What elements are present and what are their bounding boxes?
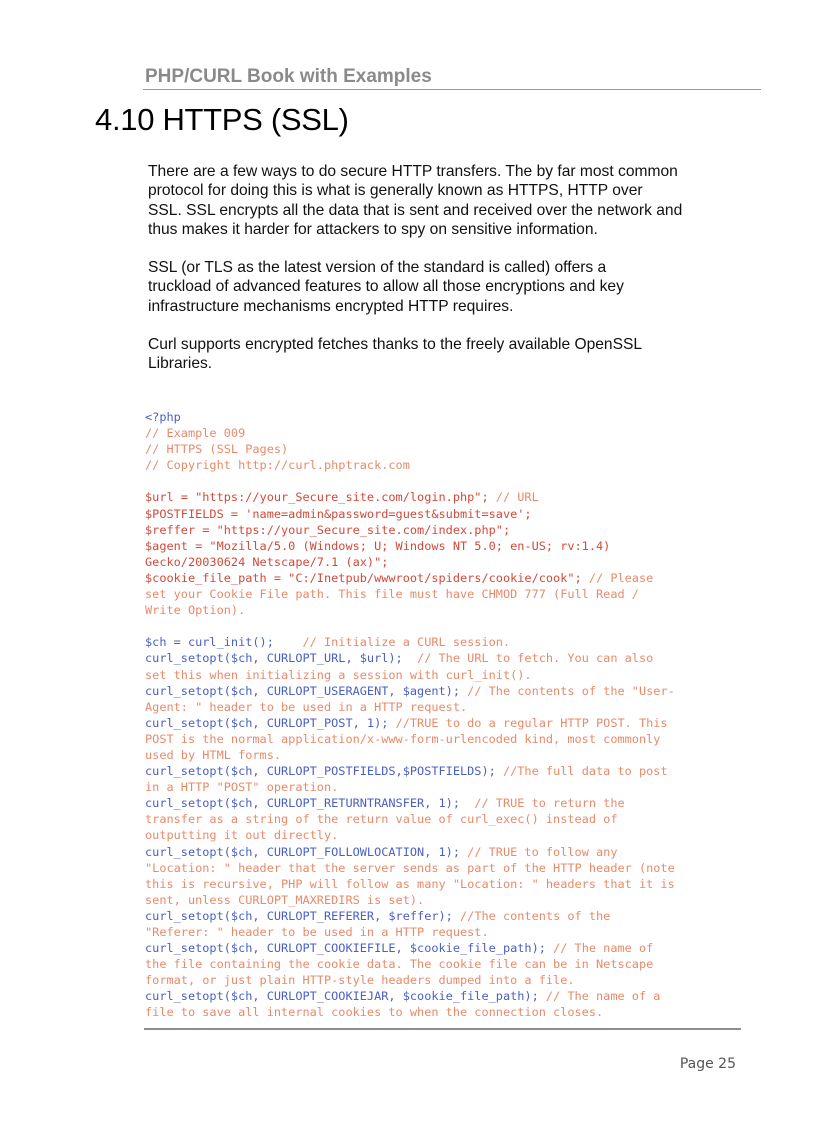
page-number: Page 25 bbox=[679, 1056, 736, 1072]
code-comment: // The name of a bbox=[545, 989, 661, 1004]
code-line bbox=[145, 683, 745, 699]
code-comment: Agent: " header to be used in a HTTP request. bbox=[145, 699, 468, 714]
code-comment: set your Cookie File path. This file must have CHMOD 777 (Full Read / bbox=[145, 587, 639, 602]
paragraph-line: Libraries. bbox=[148, 355, 213, 373]
code-comment: transfer as a string of the return value of curl_exec() instead of bbox=[145, 812, 618, 827]
code-line bbox=[145, 634, 745, 650]
paragraph-line: SSL (or TLS as the latest version of the standard is called) offers a bbox=[148, 259, 607, 277]
code-comment: // The URL to fetch. You can also bbox=[417, 651, 654, 666]
code-comment: set this when initializing a session with curl_init(). bbox=[145, 667, 532, 682]
section-heading: 4.10 HTTPS (SSL) bbox=[95, 102, 349, 137]
code-code: curl_setopt($ch, CURLOPT_POSTFIELDS,$POSTFIELDS); bbox=[145, 764, 503, 779]
code-line bbox=[145, 425, 745, 441]
code-line bbox=[145, 908, 745, 924]
code-comment: used by HTML forms. bbox=[145, 747, 282, 762]
paragraph-line: truckload of advanced features to allow all those encryptions and key bbox=[148, 278, 624, 296]
code-code: curl_setopt($ch, CURLOPT_USERAGENT, $agent); bbox=[145, 683, 468, 698]
code-comment: format, or just plain HTTP-style headers dumped into a file. bbox=[145, 973, 575, 988]
code-comment: // Initialize a CURL session. bbox=[302, 635, 511, 650]
code-line bbox=[145, 860, 745, 876]
code-line bbox=[145, 844, 745, 860]
code-line bbox=[145, 779, 745, 795]
code-comment: // TRUE to return the bbox=[474, 796, 625, 811]
code-comment: // URL bbox=[495, 490, 539, 505]
code-string: $POSTFIELDS = 'name=admin&password=guest&submit=save'; bbox=[145, 506, 532, 521]
paragraph bbox=[148, 258, 728, 316]
code-line bbox=[145, 924, 745, 940]
code-line bbox=[145, 956, 745, 972]
code-line bbox=[145, 795, 745, 811]
code-code: curl_setopt($ch, CURLOPT_URL, $url); bbox=[145, 651, 418, 666]
code-comment: // The name of bbox=[553, 941, 654, 956]
header-divider bbox=[143, 89, 761, 90]
code-line bbox=[145, 441, 745, 457]
code-comment: // The contents of the "User- bbox=[467, 683, 675, 698]
code-code: curl_setopt($ch, CURLOPT_POST, 1); bbox=[145, 715, 396, 730]
running-header bbox=[145, 66, 761, 88]
paragraph bbox=[148, 335, 728, 374]
body-text bbox=[148, 162, 728, 393]
code-line bbox=[145, 570, 745, 586]
code-comment: // HTTPS (SSL Pages) bbox=[145, 442, 289, 457]
code-line bbox=[145, 650, 745, 666]
code-line bbox=[145, 522, 745, 538]
paragraph-line: infrastructure mechanisms encrypted HTTP requires. bbox=[148, 297, 514, 315]
paragraph-line: thus makes it harder for attackers to spy on sensitive information. bbox=[148, 220, 598, 238]
code-line bbox=[145, 586, 745, 602]
code-comment: // Copyright http://curl.phptrack.com bbox=[145, 458, 410, 473]
code-code: $ch = curl_init(); bbox=[145, 635, 303, 650]
code-comment: sent, unless CURLOPT_MAXREDIRS is set). bbox=[145, 892, 425, 907]
paragraph bbox=[148, 162, 728, 239]
code-comment: Write Option). bbox=[145, 603, 246, 618]
code-comment: this is recursive, PHP will follow as many "Location: " headers that it is bbox=[145, 876, 675, 891]
code-comment: file to save all internal cookies to when the connection closes. bbox=[145, 1005, 604, 1020]
code-code: curl_setopt($ch, CURLOPT_FOLLOWLOCATION, 1); bbox=[145, 844, 468, 859]
code-string: $url = "https://your_Secure_site.com/login.php"; bbox=[145, 490, 496, 505]
code-line bbox=[145, 457, 745, 473]
code-comment: POST is the normal application/x-www-form-urlencoded kind, most commonly bbox=[145, 731, 661, 746]
code-string: $agent = "Mozilla/5.0 (Windows; U; Windows NT 5.0; en-US; rv:1.4) bbox=[145, 538, 611, 553]
code-line bbox=[145, 409, 745, 425]
code-comment: the file containing the cookie data. The cookie file can be in Netscape bbox=[145, 957, 654, 972]
code-line bbox=[145, 763, 745, 779]
code-comment: in a HTTP "POST" operation. bbox=[145, 780, 339, 795]
code-string: Gecko/20030624 Netscape/7.1 (ax)"; bbox=[145, 554, 389, 569]
code-line bbox=[145, 506, 745, 522]
paragraph-line: There are a few ways to do secure HTTP transfers. The by far most common bbox=[148, 163, 678, 180]
code-comment: outputting it out directly. bbox=[145, 828, 339, 843]
footer-divider bbox=[144, 1028, 741, 1030]
code-comment: // Example 009 bbox=[145, 426, 246, 441]
code-line bbox=[145, 876, 745, 892]
code-line bbox=[145, 940, 745, 956]
code-line bbox=[145, 1004, 745, 1020]
code-comment: //The full data to post bbox=[502, 764, 668, 779]
code-line bbox=[145, 489, 745, 505]
code-line bbox=[145, 602, 745, 618]
code-comment: "Referer: " header to be used in a HTTP request. bbox=[145, 925, 489, 939]
code-line bbox=[145, 667, 745, 683]
code-string: $cookie_file_path = "C:/Inetpub/wwwroot/spiders/cookie/cook"; bbox=[145, 570, 589, 585]
code-comment: // Please bbox=[588, 570, 654, 585]
code-code: curl_setopt($ch, CURLOPT_REFERER, $reffer); bbox=[145, 908, 460, 923]
code-comment: //The contents of the bbox=[460, 908, 611, 923]
code-listing bbox=[145, 409, 745, 1021]
code-line bbox=[145, 554, 745, 570]
code-code: curl_setopt($ch, CURLOPT_COOKIEJAR, $cookie_file_path); bbox=[145, 989, 546, 1004]
code-code: curl_setopt($ch, CURLOPT_COOKIEFILE, $cookie_file_path); bbox=[145, 941, 554, 956]
code-blank-line bbox=[145, 473, 745, 489]
code-code: <?php bbox=[145, 410, 181, 424]
code-blank-line bbox=[145, 618, 745, 634]
book-title: PHP/CURL Book with Examples bbox=[145, 66, 432, 87]
code-comment: //TRUE to do a regular HTTP POST. This bbox=[395, 715, 668, 730]
code-line bbox=[145, 811, 745, 827]
code-line bbox=[145, 731, 745, 747]
code-line bbox=[145, 699, 745, 715]
paragraph-line: Curl supports encrypted fetches thanks to the freely available OpenSSL bbox=[148, 336, 643, 354]
paragraph-line: SSL. SSL encrypts all the data that is sent and received over the network and bbox=[148, 201, 683, 219]
code-line bbox=[145, 538, 745, 554]
paragraph-line: protocol for doing this is what is generally known as HTTPS, HTTP over bbox=[148, 182, 643, 200]
code-line bbox=[145, 972, 745, 988]
code-comment: "Location: " header that the server sends as part of the HTTP header (note bbox=[145, 860, 675, 875]
code-line bbox=[145, 988, 745, 1004]
code-string: $reffer = "https://your_Secure_site.com/index.php"; bbox=[145, 522, 511, 537]
code-line bbox=[145, 827, 745, 843]
code-comment: // TRUE to follow any bbox=[467, 844, 618, 859]
code-line bbox=[145, 715, 745, 731]
code-line bbox=[145, 892, 745, 908]
code-line bbox=[145, 747, 745, 763]
code-code: curl_setopt($ch, CURLOPT_RETURNTRANSFER, 1); bbox=[145, 796, 475, 811]
